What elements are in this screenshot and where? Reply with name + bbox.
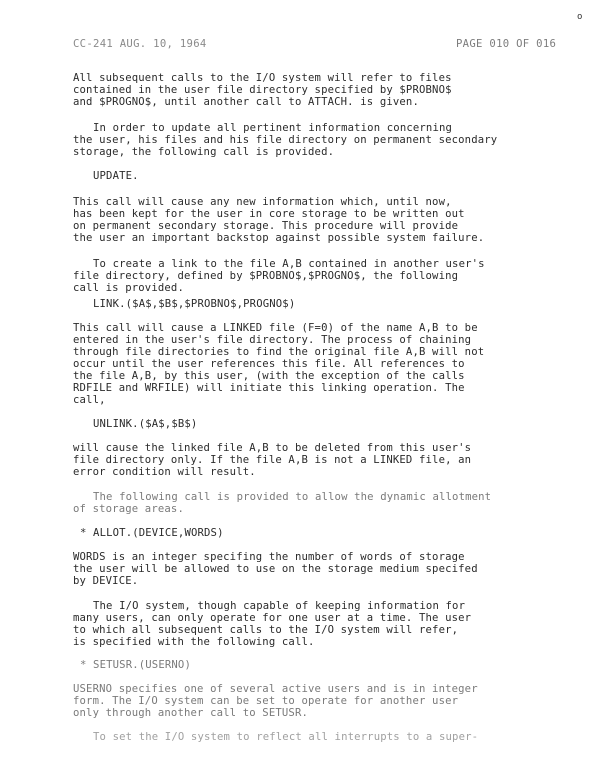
text-line: form. The I/O system can be set to operate for another user: [73, 695, 459, 707]
text-line: only through another call to SETUSR.: [73, 707, 309, 719]
text-line: has been kept for the user in core storage to be written out: [73, 208, 465, 220]
text-line: To set the I/O system to reflect all interrupts to a super-: [93, 731, 479, 743]
code-call: * ALLOT.(DEVICE,WORDS): [80, 527, 224, 539]
text-line: file directory only. If the file A,B is not a LINKED file, an: [73, 454, 472, 466]
text-line: file directory, defined by $PROBNO$,$PROGNO$, the following: [73, 270, 459, 282]
text-line: the user, his files and his file directory on permanent secondary: [73, 134, 498, 146]
text-line: contained in the user file directory specified by $PROBNO$: [73, 84, 452, 96]
text-line: the file A,B, by this user, (with the exception of the calls: [73, 370, 465, 382]
text-line: RDFILE and WRFILE) will initiate this linking operation. The: [73, 382, 465, 394]
text-line: the user an important backstop against possible system failure.: [73, 232, 485, 244]
text-line: To create a link to the file A,B contained in another user's: [93, 258, 485, 270]
text-line: will cause the linked file A,B to be deleted from this user's: [73, 442, 472, 454]
code-call: LINK.($A$,$B$,$PROBNO$,PROGNO$): [93, 298, 296, 310]
code-call: UNLINK.($A$,$B$): [93, 418, 198, 430]
text-line: occur until the user references this file. All references to: [73, 358, 465, 370]
text-line: storage, the following call is provided.: [73, 146, 335, 158]
page-number: PAGE 010 OF 016: [456, 38, 557, 50]
text-line: call is provided.: [73, 282, 184, 294]
text-line: on permanent secondary storage. This procedure will provide: [73, 220, 459, 232]
text-line: through file directories to find the original file A,B will not: [73, 346, 485, 358]
text-line: of storage areas.: [73, 503, 184, 515]
code-call: UPDATE.: [93, 170, 139, 182]
code-call: * SETUSR.(USERNO): [80, 659, 191, 671]
document-id-date: CC-241 AUG. 10, 1964: [73, 38, 207, 50]
text-line: All subsequent calls to the I/O system will refer to files: [73, 72, 452, 84]
text-line: The I/O system, though capable of keeping information for: [93, 600, 466, 612]
text-line: and $PROGNO$, until another call to ATTACH. is given.: [73, 96, 419, 108]
text-line: This call will cause a LINKED file (F=0) of the name A,B to be: [73, 322, 478, 334]
corner-mark: o: [577, 12, 583, 22]
text-line: the user will be allowed to use on the storage medium specifed: [73, 563, 478, 575]
text-line: error condition will result.: [73, 466, 256, 478]
text-line: WORDS is an integer specifing the number of words of storage: [73, 551, 465, 563]
text-line: This call will cause any new information which, until now,: [73, 196, 452, 208]
text-line: many users, can only operate for one user at a time. The user: [73, 612, 472, 624]
text-line: by DEVICE.: [73, 575, 139, 587]
text-line: The following call is provided to allow the dynamic allotment: [93, 491, 492, 503]
text-line: is specified with the following call.: [73, 636, 315, 648]
text-line: call,: [73, 394, 106, 406]
text-line: to which all subsequent calls to the I/O system will refer,: [73, 624, 459, 636]
text-line: entered in the user's file directory. The process of chaining: [73, 334, 472, 346]
text-line: USERNO specifies one of several active users and is in integer: [73, 683, 478, 695]
text-line: In order to update all pertinent information concerning: [93, 122, 453, 134]
